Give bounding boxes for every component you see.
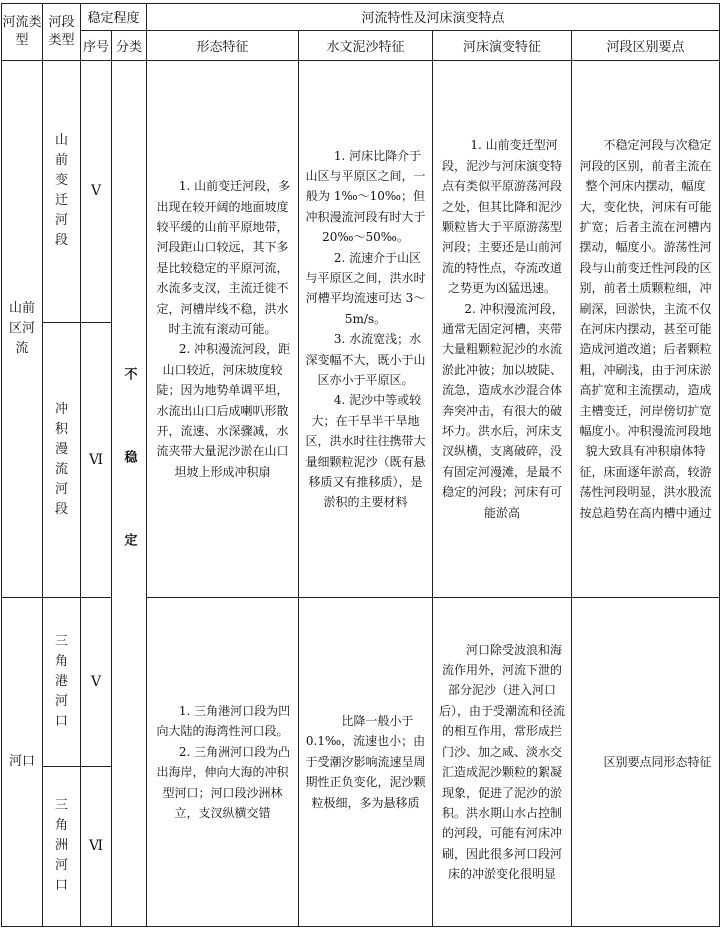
morphology-paragraph: 1. 三角港河口段为凹向大陆的海湾性河口段。 <box>156 703 291 739</box>
header-hydrology: 水文泥沙特征 <box>299 30 433 61</box>
evolution-cell <box>433 598 572 927</box>
evolution-paragraph: 1. 山前变迁型河段，泥沙与河床演变特点有类似平原游荡河段之处，但其比降和泥沙颗粒皆大于平原游荡型河段；主要还是山前河流的特性点，夺流改道之势更为凶猛迅速。 <box>442 138 563 296</box>
header-serial-no: 序号 <box>81 30 112 61</box>
reach-serial-cell: Ⅵ <box>81 766 112 926</box>
reach-name-cell: 三角港河口 <box>43 598 81 766</box>
stability-value: 不稳定 <box>121 367 137 617</box>
hydrology-paragraph: 3. 水流宽浅；水深变幅不大，既小于山区亦小于平原区。 <box>305 332 426 387</box>
river-characteristics-table <box>1 3 720 927</box>
header-morphology: 形态特征 <box>147 30 299 61</box>
stability-cell <box>112 61 147 927</box>
morphology-paragraph: 1. 山前变迁河段，多出现在较开阔的地面坡度较平缓的山前平原地带，河段距山口较远，其下多是比较稳定的平原河流，水流多支汊，主流迁徙不定，河槽岸线不稳，洪水时主流有滚动可能。 <box>156 179 291 336</box>
header-riverbed-evolution: 河床演变特征 <box>433 30 572 61</box>
distinction-paragraph: 不稳定河段与次稳定河段的区别，前者主流在整个河床内摆动，幅度大，变化快，河床有可能扩宽；后者主流在河槽内摆动，幅度小。游荡性河段与山前变迁性河段的区别，前者土质颗粒细，冲刷深，回淤快，主流不仅在河床内摆动，甚至可能造成河道改道；后者颗粒粗，冲刷浅，由于河床淤高扩宽和主流摆动，造成主槽变迁，河岸傍切扩宽幅度小。冲积漫流河段地貌大致具有冲积扇体特征，床面逐年淤高，较游荡性河段明显，洪水股流按总趋势在高内槽中通过 <box>579 138 712 520</box>
distinction-cell <box>572 598 720 927</box>
morphology-paragraph: 2. 三角洲河口段为凸出海岸，伸向大海的冲积型河口；河口段沙洲林立，支汊纵横交错 <box>156 744 291 820</box>
river-type-cell: 山前区河流 <box>2 61 43 598</box>
hydrology-cell <box>299 61 433 598</box>
morphology-paragraph: 2. 冲积漫流河段，距山口较近，河床坡度较陡；因为地势单调平坦，水流出山口后成喇叭形散开，流速、水深骤减，水流夹带大量泥沙淤在山口坦坡上形成冲积扇 <box>156 342 291 479</box>
header-river-type: 河流类型 <box>2 4 43 61</box>
reach-name-cell: 山前变迁河段 <box>43 61 81 322</box>
reach-serial-cell: Ⅴ <box>81 61 112 322</box>
reach-serial-cell: Ⅴ <box>81 598 112 766</box>
morphology-cell <box>147 61 299 598</box>
header-stability: 稳定程度 <box>81 4 147 31</box>
hydrology-cell <box>299 598 433 927</box>
reach-name-cell: 三角洲河口 <box>43 766 81 926</box>
hydrology-paragraph: 4. 泥沙中等或较大；在干旱半干旱地区，洪水时往往携带大量细颗粒泥沙（既有悬移质又有推移质），是淤积的主要材料 <box>305 393 426 510</box>
hydrology-paragraph: 1. 河床比降介于山区与平原区之间，一般为 1‰～10‰；但冲积漫流河段有时大于 20‰～50‰。 <box>305 148 426 245</box>
header-classification: 分类 <box>112 30 147 61</box>
morphology-cell <box>147 598 299 927</box>
distinction-cell <box>572 61 720 598</box>
hydrology-paragraph: 比降一般小于 0.1‰，流速也小；由于受潮汐影响流速呈周期性正负变化，泥沙颗粒极细，多为悬移质 <box>305 714 426 810</box>
distinction-paragraph: 区别要点同形态特征 <box>603 754 712 769</box>
hydrology-paragraph: 2. 流速介于山区与平原区之间，洪水时河槽平均流速可达 3～5m/s。 <box>305 250 426 326</box>
evolution-cell <box>433 61 572 598</box>
header-distinction: 河段区别要点 <box>572 30 720 61</box>
header-characteristics: 河流特性及河床演变特点 <box>147 4 720 31</box>
evolution-paragraph: 河口除受波浪和海流作用外，河流下泄的部分泥沙（进入河口后），由于受潮流和径流的相互作用，常形成拦门沙、加之咸、淡水交汇造成泥沙颗粒的絮凝现象，促进了泥沙的淤积。洪水期山水占控制的河段，可能有河床冲刷，因此很多河口段河床的冲淤变化很明显 <box>439 642 566 882</box>
evolution-paragraph: 2. 冲积漫流河段，通常无固定河槽，夹带大量粗颗粒泥沙的水流淤此冲彼；加以坡陡、流急，造成水沙混合体奔突冲击，有很大的破坏力。洪水后，河床支汊纵横，支离破碎，没有固定河漫滩，是最不稳定的河段；河床有可能淤高 <box>442 301 564 520</box>
reach-name-cell: 冲积漫流河段 <box>43 322 81 598</box>
reach-serial-cell: Ⅵ <box>81 322 112 598</box>
river-type-cell: 河口 <box>2 598 43 927</box>
header-reach-type: 河段类型 <box>43 4 81 61</box>
